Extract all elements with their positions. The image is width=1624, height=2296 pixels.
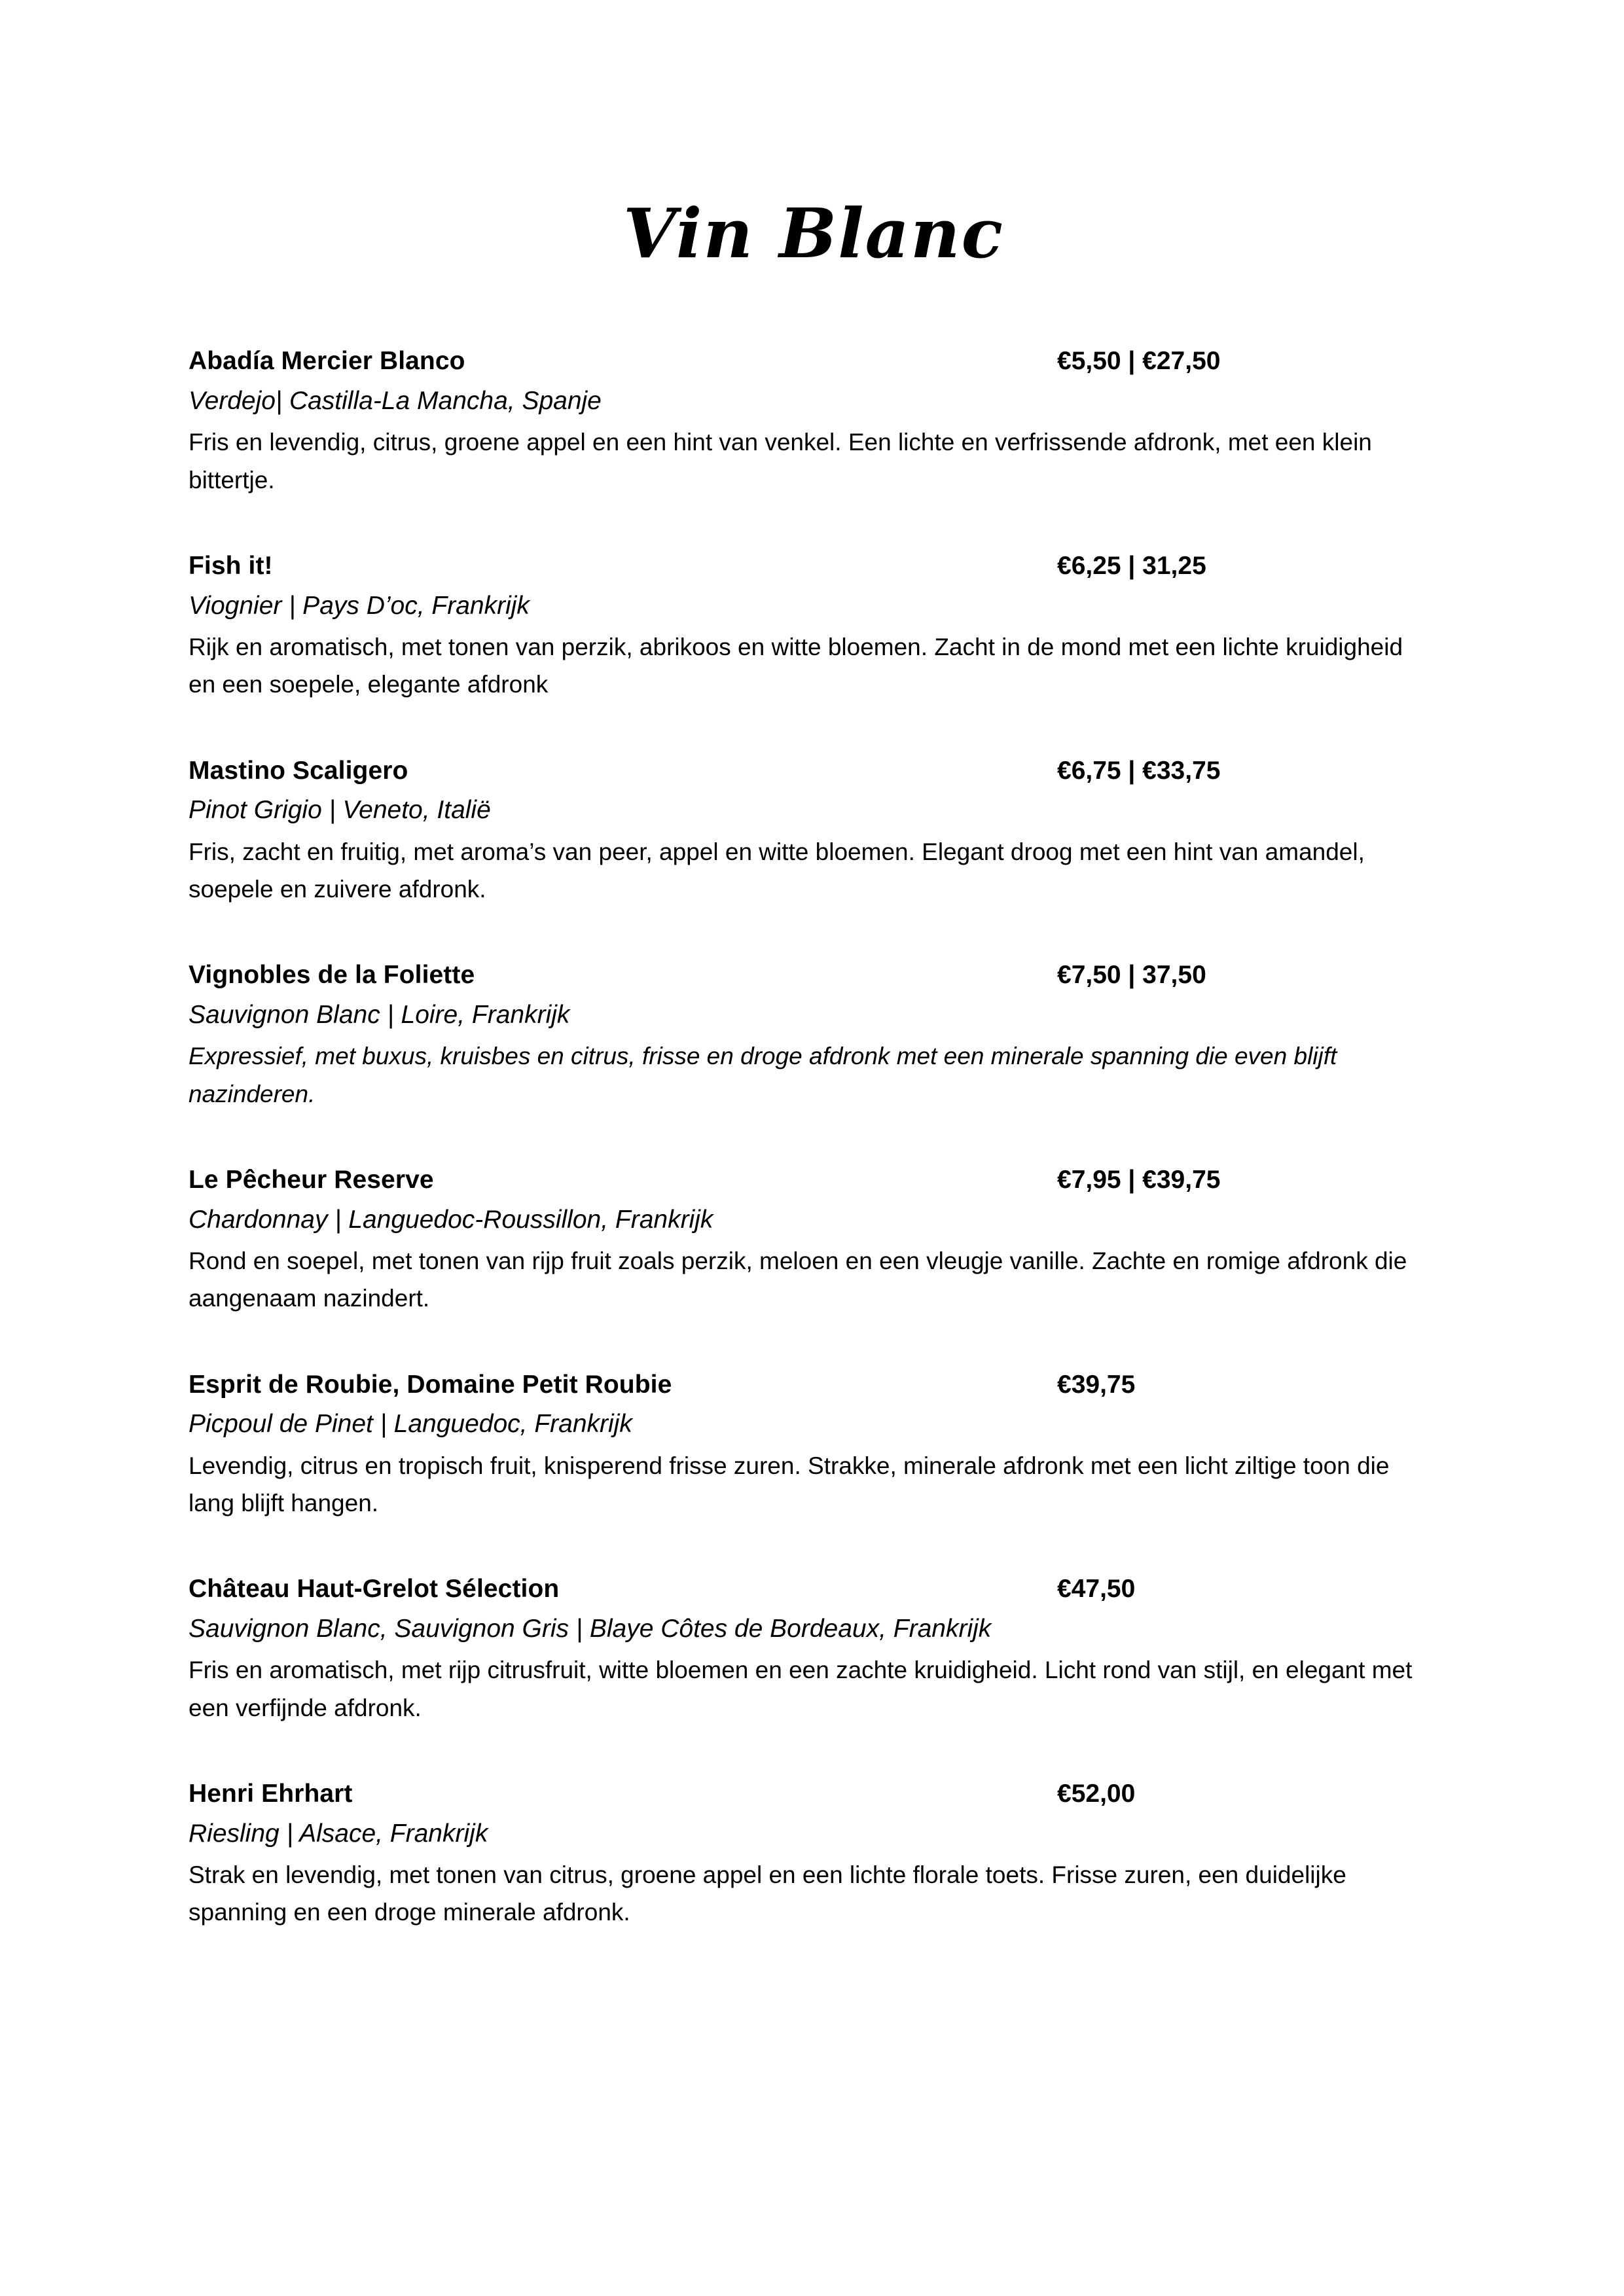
- wine-name: Vignobles de la Foliette: [189, 961, 475, 990]
- wine-description: Fris en levendig, citrus, groene appel en een hint van venkel. Een lichte en verfrissende afdronk, met een klein bittertje.: [189, 429, 1372, 493]
- wine-header: [189, 957, 1439, 994]
- wine-entry: [189, 1367, 1439, 1522]
- wine-grape-region: Sauvignon Blanc, Sauvignon Gris | Blaye Côtes de Bordeaux, Frankrijk: [189, 1614, 992, 1643]
- wine-header: [189, 343, 1439, 380]
- wine-price: €7,95 | €39,75: [1057, 1166, 1221, 1194]
- wine-grape-region: Verdejo| Castilla-La Mancha, Spanje: [189, 386, 602, 415]
- wine-description: Expressief, met buxus, kruisbes en citrus, frisse en droge afdronk met een minerale spanning die even blijft nazinderen.: [189, 1043, 1337, 1107]
- wine-name: Esprit de Roubie, Domaine Petit Roubie: [189, 1370, 672, 1399]
- wine-header: [189, 1571, 1439, 1608]
- wine-grape-region: Viognier | Pays D’oc, Frankrijk: [189, 591, 530, 620]
- wine-header: [189, 548, 1439, 585]
- page-title: Vin Blanc: [623, 193, 1004, 274]
- wine-header: [189, 1162, 1439, 1199]
- wine-description: Rijk en aromatisch, met tonen van perzik, abrikoos en witte bloemen. Zacht in de mond met een lichte kruidigheid en een soepele, elegante afdronk: [189, 634, 1403, 698]
- wine-description: Fris en aromatisch, met rijp citrusfruit, witte bloemen en een zachte kruidigheid. Licht rond van stijl, en elegant met een verfijnde afdronk.: [189, 1657, 1413, 1721]
- wine-name: Mastino Scaligero: [189, 756, 408, 785]
- wine-grape-region: Riesling | Alsace, Frankrijk: [189, 1819, 488, 1848]
- wine-header: [189, 1776, 1439, 1813]
- wine-description: Fris, zacht en fruitig, met aroma’s van peer, appel en witte bloemen. Elegant droog met een hint van amandel, soepele en zuivere afdronk.: [189, 838, 1365, 903]
- wine-entry: [189, 343, 1439, 499]
- wine-grape-region: Picpoul de Pinet | Languedoc, Frankrijk: [189, 1410, 632, 1439]
- wine-price: €47,50: [1057, 1575, 1136, 1604]
- wine-price: €6,75 | €33,75: [1057, 756, 1221, 785]
- wine-name: Le Pêcheur Reserve: [189, 1166, 434, 1194]
- wine-description: Rond en soepel, met tonen van rijp fruit zoals perzik, meloen en een vleugje vanille. Zachte en romige afdronk die aangenaam nazindert.: [189, 1247, 1407, 1312]
- wine-entry: [189, 1162, 1439, 1318]
- wine-entry: [189, 1571, 1439, 1727]
- wine-header: [189, 753, 1439, 790]
- wine-description: Strak en levendig, met tonen van citrus, groene appel en een lichte florale toets. Frisse zuren, een duidelijke spanning en een droge minerale afdronk.: [189, 1861, 1346, 1926]
- wine-name: Château Haut-Grelot Sélection: [189, 1575, 560, 1604]
- wine-name: Fish it!: [189, 552, 273, 581]
- wine-price: €6,25 | 31,25: [1057, 552, 1206, 581]
- wine-grape-region: Sauvignon Blanc | Loire, Frankrijk: [189, 1000, 570, 1029]
- wine-list: [189, 343, 1439, 1931]
- wine-price: €5,50 | €27,50: [1057, 347, 1221, 376]
- wine-header: [189, 1367, 1439, 1404]
- menu-content: [189, 0, 1439, 1981]
- wine-grape-region: Pinot Grigio | Veneto, Italië: [189, 796, 491, 825]
- wine-entry: [189, 957, 1439, 1113]
- wine-entry: [189, 548, 1439, 704]
- wine-price: €52,00: [1057, 1780, 1136, 1808]
- wine-grape-region: Chardonnay | Languedoc-Roussillon, Frankrijk: [189, 1205, 713, 1234]
- wine-name: Abadía Mercier Blanco: [189, 347, 465, 376]
- wine-entry: [189, 753, 1439, 908]
- wine-entry: [189, 1776, 1439, 1931]
- wine-description: Levendig, citrus en tropisch fruit, knisperend frisse zuren. Strakke, minerale afdronk met een licht ziltige toon die lang blijft hangen.: [189, 1452, 1390, 1517]
- wine-name: Henri Ehrhart: [189, 1780, 353, 1808]
- wine-price: €7,50 | 37,50: [1057, 961, 1206, 990]
- wine-price: €39,75: [1057, 1370, 1136, 1399]
